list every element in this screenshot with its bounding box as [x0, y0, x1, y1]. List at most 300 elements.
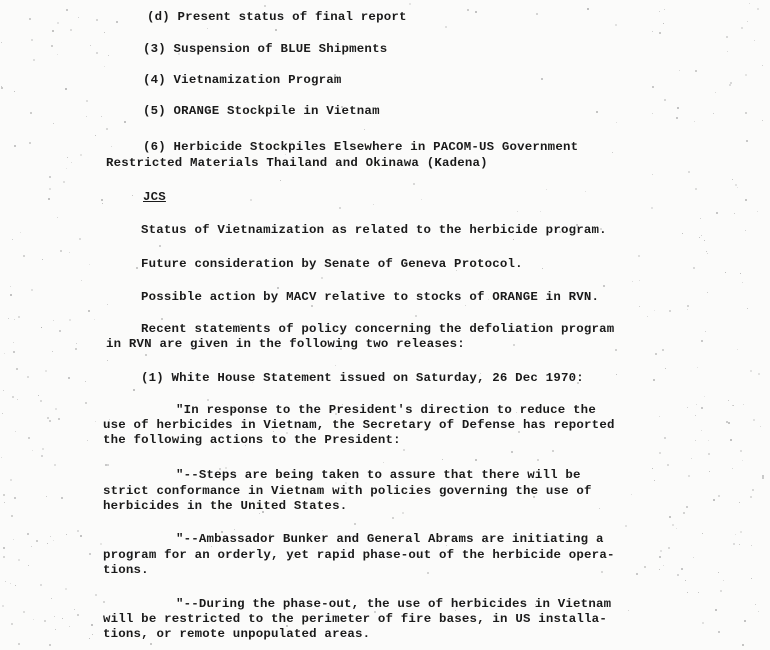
scan-speck: [612, 152, 613, 153]
scan-speck: [694, 121, 695, 122]
scan-speck: [730, 439, 732, 441]
scan-speck: [132, 195, 133, 196]
scan-speck: [106, 128, 108, 130]
scan-speck: [13, 342, 14, 343]
bullet-2-line-1: "--Ambassador Bunker and General Abrams are initiating a: [176, 532, 604, 546]
scan-speck: [79, 238, 81, 240]
scan-speck: [662, 349, 664, 351]
scan-speck: [695, 188, 697, 190]
scan-speck: [537, 459, 539, 461]
scan-speck: [100, 543, 102, 545]
scan-speck: [54, 616, 55, 617]
quote-line-2: use of herbicides in Vietnam, the Secretary of Defense has reported: [103, 418, 615, 432]
scan-speck: [59, 330, 61, 332]
scan-speck: [12, 239, 13, 240]
scan-speck: [693, 267, 695, 269]
scan-speck: [207, 399, 209, 401]
scan-speck: [740, 450, 742, 452]
scan-speck: [75, 348, 77, 350]
scan-speck: [38, 395, 39, 396]
scan-speck: [10, 583, 11, 584]
scan-speck: [14, 91, 15, 92]
scan-speck: [762, 477, 764, 479]
scan-speck: [250, 199, 252, 201]
scan-speck: [311, 305, 313, 307]
scan-speck: [10, 479, 12, 481]
scan-speck: [259, 513, 260, 514]
scan-speck: [760, 426, 761, 427]
scan-speck: [41, 327, 42, 328]
scan-speck: [41, 455, 43, 457]
scan-speck: [18, 643, 20, 645]
scan-speck: [3, 547, 5, 549]
scan-speck: [402, 512, 404, 514]
bullet-2-line-2: program for an orderly, yet rapid phase-out of the herbicide opera-: [103, 548, 615, 562]
scan-speck: [53, 123, 54, 124]
scan-speck: [53, 540, 54, 541]
scan-speck: [465, 305, 466, 306]
scan-speck: [133, 389, 135, 391]
scan-speck: [27, 376, 29, 378]
scan-speck: [615, 349, 617, 351]
scan-speck: [90, 45, 91, 46]
scan-speck: [86, 116, 87, 117]
scan-speck: [659, 452, 661, 454]
scan-speck: [638, 255, 640, 257]
scan-speck: [687, 407, 688, 408]
scan-speck: [754, 40, 755, 41]
scan-speck: [718, 631, 720, 633]
scan-speck: [707, 292, 708, 293]
scan-speck: [85, 381, 86, 382]
scan-speck: [652, 468, 653, 469]
scan-speck: [65, 88, 67, 90]
jcs-point-2: Future consideration by Senate of Geneva Protocol.: [141, 257, 523, 271]
scan-speck: [664, 437, 666, 439]
scan-speck: [20, 232, 21, 233]
scan-speck: [730, 82, 732, 84]
scan-speck: [632, 281, 633, 282]
scan-speck: [654, 310, 655, 311]
scan-speck: [734, 213, 735, 214]
scan-speck: [383, 462, 384, 463]
scan-speck: [63, 181, 65, 183]
scan-speck: [80, 154, 82, 156]
item-4: (4) Vietnamization Program: [143, 73, 342, 87]
scan-speck: [652, 31, 653, 32]
scan-speck: [628, 610, 629, 611]
scan-speck: [652, 174, 653, 175]
scan-speck: [58, 418, 60, 420]
scan-speck: [50, 536, 51, 537]
scan-speck: [102, 203, 103, 204]
scan-speck: [659, 569, 660, 570]
scan-speck: [750, 370, 752, 372]
scan-speck: [704, 396, 705, 397]
scan-speck: [688, 171, 690, 173]
scan-speck: [8, 318, 9, 319]
scan-speck: [729, 84, 731, 86]
scan-speck: [733, 405, 734, 406]
scan-speck: [669, 310, 671, 312]
scan-speck: [715, 609, 717, 611]
scan-speck: [601, 571, 603, 573]
scan-speck: [80, 535, 82, 537]
bullet-3-line-3: tions, or remote unpopulated areas.: [103, 627, 371, 641]
scan-speck: [442, 459, 443, 460]
scan-speck: [718, 495, 720, 497]
scan-speck: [750, 496, 752, 498]
scan-speck: [57, 217, 58, 218]
scan-speck: [95, 135, 96, 136]
scan-speck: [664, 9, 665, 10]
scan-speck: [745, 112, 747, 114]
scan-speck: [665, 368, 666, 369]
scan-speck: [66, 9, 68, 11]
scan-speck: [654, 480, 655, 481]
scan-speck: [1, 86, 2, 87]
bullet-1-line-2: strict conformance in Vietnam with policies governing the use of: [103, 484, 592, 498]
scan-speck: [713, 113, 714, 114]
scan-speck: [69, 626, 70, 627]
scan-speck: [47, 417, 49, 419]
scan-speck: [1, 42, 2, 43]
scan-speck: [48, 198, 50, 200]
scan-speck: [695, 440, 696, 441]
scan-speck: [752, 489, 754, 491]
scan-speck: [65, 588, 67, 590]
scan-speck: [735, 184, 737, 186]
scan-speck: [546, 189, 547, 190]
scan-speck: [616, 374, 617, 375]
scan-speck: [700, 218, 701, 219]
scan-speck: [18, 316, 20, 318]
scan-speck: [88, 310, 90, 312]
scan-speck: [681, 568, 683, 570]
scan-speck: [52, 30, 54, 32]
scan-speck: [42, 448, 44, 450]
scan-speck: [10, 286, 11, 287]
scan-speck: [31, 546, 32, 547]
scan-speck: [467, 9, 469, 11]
scan-speck: [599, 508, 600, 509]
scan-speck: [27, 533, 29, 535]
scan-speck: [663, 23, 664, 24]
scan-speck: [13, 351, 15, 353]
scan-speck: [718, 572, 719, 573]
scan-speck: [625, 525, 627, 527]
scan-speck: [321, 277, 323, 279]
bullet-3-line-1: "--During the phase-out, the use of herbicides in Vietnam: [176, 597, 612, 611]
scan-speck: [145, 354, 147, 356]
scan-speck: [46, 496, 47, 497]
scan-speck: [706, 251, 707, 252]
scan-speck: [687, 592, 688, 593]
scan-speck: [92, 634, 93, 635]
scan-speck: [96, 19, 98, 21]
scan-speck: [687, 309, 688, 310]
scan-speck: [78, 17, 79, 18]
scan-speck: [104, 32, 105, 33]
scan-speck: [415, 315, 417, 317]
scan-speck: [709, 471, 710, 472]
scan-speck: [745, 199, 747, 201]
intro-line-1: Recent statements of policy concerning the defoliation program: [141, 322, 615, 336]
scan-speck: [691, 458, 692, 459]
scan-speck: [101, 116, 102, 117]
scan-speck: [746, 140, 748, 142]
scan-speck: [651, 207, 653, 209]
scan-speck: [69, 319, 71, 321]
scan-speck: [3, 494, 5, 496]
item-6-line-1: (6) Herbicide Stockpiles Elsewhere in PACOM-US Government: [143, 140, 579, 154]
scan-speck: [702, 622, 704, 624]
bullet-1-line-3: herbicides in the United States.: [103, 499, 348, 513]
item-5: (5) ORANGE Stockpile in Vietnam: [143, 104, 380, 118]
scan-speck: [740, 531, 742, 533]
scan-speck: [116, 21, 118, 23]
intro-line-2: in RVN are given in the following two releases:: [106, 337, 465, 351]
scan-speck: [55, 408, 57, 410]
scan-speck: [726, 421, 728, 423]
scan-speck: [15, 431, 16, 432]
scan-speck: [161, 318, 163, 320]
scan-speck: [676, 117, 678, 119]
scan-speck: [536, 13, 538, 15]
scan-speck: [723, 580, 724, 581]
scan-speck: [513, 239, 514, 240]
scan-speck: [33, 619, 34, 620]
scan-speck: [631, 494, 632, 495]
scan-speck: [71, 162, 72, 163]
bullet-1-line-1: "--Steps are being taken to assure that there will be: [176, 468, 581, 482]
scan-speck: [726, 36, 728, 38]
scan-speck: [49, 644, 51, 646]
scan-speck: [737, 187, 738, 188]
scan-speck: [94, 319, 95, 320]
scan-speck: [33, 59, 35, 61]
scan-speck: [664, 99, 666, 101]
scan-speck: [4, 502, 5, 503]
scan-speck: [354, 523, 356, 525]
scan-speck: [667, 464, 669, 466]
scan-speck: [733, 543, 735, 545]
scan-speck: [3, 390, 4, 391]
scan-speck: [89, 638, 90, 639]
scan-speck: [264, 5, 266, 7]
scan-speck: [542, 268, 543, 269]
scan-speck: [403, 449, 405, 451]
scan-speck: [44, 620, 46, 622]
scan-speck: [11, 515, 13, 517]
scan-speck: [29, 142, 31, 144]
scan-speck: [13, 539, 14, 540]
scan-speck: [30, 112, 32, 114]
scan-speck: [57, 54, 58, 55]
scan-speck: [81, 280, 82, 281]
scan-speck: [96, 52, 98, 54]
scan-speck: [31, 289, 33, 291]
scan-speck: [66, 534, 67, 535]
scan-speck: [12, 396, 14, 398]
scan-speck: [421, 199, 422, 200]
scan-speck: [77, 614, 79, 616]
scan-speck: [728, 400, 729, 401]
scan-speck: [101, 199, 103, 201]
scan-speck: [743, 404, 744, 405]
scan-speck: [751, 578, 752, 579]
scan-speck: [587, 8, 589, 10]
scan-speck: [682, 233, 683, 234]
scan-speck: [89, 553, 91, 555]
scan-speck: [95, 594, 97, 596]
item-3: (3) Suspension of BLUE Shipments: [143, 42, 388, 56]
scan-speck: [740, 273, 741, 274]
scan-speck: [652, 86, 654, 88]
scan-speck: [60, 250, 62, 252]
item-6-line-2: Restricted Materials Thailand and Okinawa (Kadena): [106, 156, 488, 170]
scan-speck: [762, 65, 763, 66]
scan-speck: [513, 344, 515, 346]
item-d: (d) Present status of final report: [147, 10, 407, 24]
scan-speck: [669, 516, 671, 518]
scan-speck: [660, 550, 662, 552]
scan-speck: [747, 308, 748, 309]
scan-speck: [77, 530, 79, 532]
scan-speck: [211, 546, 212, 547]
scan-speck: [704, 240, 705, 241]
scan-speck: [676, 528, 677, 529]
scan-speck: [57, 22, 59, 24]
scan-speck: [28, 437, 30, 439]
release-1-title: (1) White House Statement issued on Saturday, 26 Dec 1970:: [141, 371, 584, 385]
scan-speck: [339, 207, 341, 209]
scan-speck: [85, 402, 87, 404]
scan-speck: [540, 211, 541, 212]
quote-line-1: "In response to the President's direction to reduce the: [176, 403, 596, 417]
scan-speck: [89, 264, 90, 265]
scan-speck: [596, 111, 598, 113]
scan-speck: [732, 468, 733, 469]
scan-speck: [639, 280, 640, 281]
scan-speck: [659, 32, 661, 34]
scan-speck: [742, 282, 743, 283]
scan-speck: [659, 416, 660, 417]
scan-speck: [409, 3, 411, 5]
scan-speck: [67, 157, 68, 158]
scan-speck: [695, 415, 696, 416]
scan-speck: [716, 212, 718, 214]
scan-speck: [17, 399, 18, 400]
scan-speck: [615, 24, 617, 26]
scan-speck: [111, 146, 112, 147]
scan-speck: [74, 609, 75, 610]
scan-speck: [107, 360, 108, 361]
scan-speck: [413, 183, 415, 185]
bullet-2-line-3: tions.: [103, 563, 149, 577]
scan-speck: [749, 3, 750, 4]
scan-speck: [108, 55, 109, 56]
scan-speck: [616, 122, 617, 123]
scan-speck: [322, 530, 323, 531]
scan-speck: [745, 230, 746, 231]
scan-speck: [70, 29, 72, 31]
scan-speck: [647, 316, 648, 317]
scan-speck: [95, 421, 96, 422]
scan-speck: [685, 580, 686, 581]
scan-speck: [762, 120, 763, 121]
scan-speck: [655, 353, 657, 355]
scan-speck: [427, 572, 429, 574]
scan-speck: [728, 422, 730, 424]
scan-speck: [49, 188, 51, 190]
scan-speck: [653, 379, 655, 381]
scan-speck: [207, 28, 208, 29]
scan-speck: [445, 26, 447, 28]
scan-speck: [745, 74, 747, 76]
scan-speck: [335, 365, 336, 366]
scan-speck: [23, 611, 25, 613]
scan-speck: [14, 319, 15, 320]
scan-speck: [76, 343, 77, 344]
scan-speck: [2, 413, 3, 414]
scan-speck: [698, 592, 699, 593]
scan-speck: [697, 367, 698, 368]
scan-speck: [735, 534, 736, 535]
scan-speck: [739, 502, 740, 503]
scan-speck: [136, 267, 138, 269]
scan-speck: [720, 590, 722, 592]
scan-speck: [40, 584, 42, 586]
scan-speck: [683, 512, 685, 514]
scan-speck: [701, 235, 702, 236]
scan-speck: [14, 145, 16, 147]
scan-speck: [747, 21, 748, 22]
scan-speck: [69, 252, 70, 253]
scan-speck: [701, 407, 703, 409]
scan-speck: [639, 306, 640, 307]
scan-speck: [668, 547, 670, 549]
scan-speck: [695, 70, 697, 72]
scan-speck: [663, 565, 664, 566]
scan-speck: [552, 450, 554, 452]
scan-speck: [652, 113, 653, 114]
scan-speck: [758, 611, 759, 612]
scan-speck: [713, 499, 715, 501]
scan-speck: [739, 544, 740, 545]
scan-speck: [159, 245, 161, 247]
scan-speck: [11, 623, 13, 625]
scan-speck: [31, 39, 33, 41]
scan-speck: [47, 543, 48, 544]
scan-speck: [672, 524, 674, 526]
jcs-heading: JCS: [143, 190, 166, 204]
scan-speck: [16, 368, 18, 370]
scan-speck: [737, 349, 738, 350]
scan-speck: [727, 51, 728, 52]
quote-line-3: the following actions to the President:: [103, 433, 401, 447]
scan-speck: [53, 320, 54, 321]
scan-speck: [741, 27, 743, 29]
scan-speck: [732, 179, 733, 180]
scan-speck: [603, 285, 605, 287]
scan-speck: [52, 351, 53, 352]
scan-speck: [475, 11, 477, 13]
scan-speck: [373, 204, 374, 205]
scan-speck: [36, 540, 38, 542]
scan-speck: [4, 353, 5, 354]
scan-speck: [757, 211, 758, 212]
